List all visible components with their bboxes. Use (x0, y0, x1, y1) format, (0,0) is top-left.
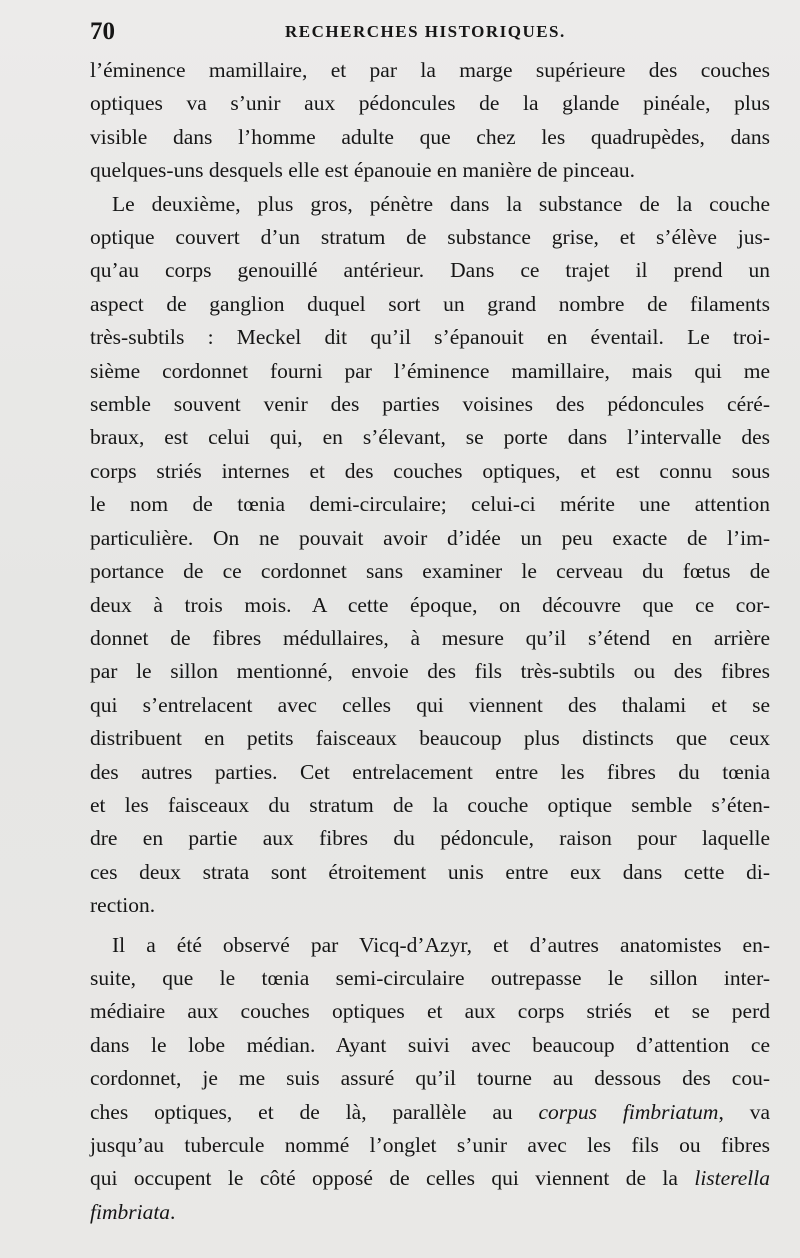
text-line-content: optiques va s’unir aux pédoncules de la glande pinéale, plus (90, 91, 770, 116)
text-line (90, 555, 770, 588)
text-line (90, 1129, 770, 1162)
text-line-content: qui occupent le côté opposé de celles qui viennent de la (90, 1166, 695, 1191)
text-line (90, 822, 770, 855)
text-line-tail: , va (718, 1099, 771, 1124)
text-line-content: qu’au corps genouillé antérieur. Dans ce trajet il prend un (90, 258, 770, 283)
text-line-content: médiaire aux couches optiques et aux corps striés et se perd (90, 999, 770, 1024)
text-line (90, 321, 770, 354)
text-line-content: par le sillon mentionné, envoie des fils très-subtils ou des fibres (90, 659, 770, 684)
text-line (90, 421, 770, 454)
text-line-content: aspect de ganglion duquel sort un grand nombre de filaments (90, 291, 770, 316)
text-line (90, 188, 770, 221)
text-line-content: ches optiques, et de là, parallèle au (90, 1099, 539, 1124)
text-line-content: l’éminence mamillaire, et par la marge supérieure des couches (90, 58, 770, 82)
text-line (90, 889, 770, 922)
text-line (90, 388, 770, 421)
text-line-content: très-subtils : Meckel dit qu’il s’épanouit en éventail. Le troi- (90, 325, 770, 350)
text-line-content: Il a été observé par Vicq-d’Azyr, et d’autres anatomistes en- (112, 932, 770, 957)
text-line (90, 54, 770, 87)
text-line-content: cordonnet, je me suis assuré qu’il tourne au dessous des cou- (90, 1066, 770, 1091)
page-number: 70 (90, 18, 115, 45)
text-line (90, 622, 770, 655)
text-line-content: portance de ce cordonnet sans examiner le cerveau du fœtus de (90, 559, 770, 584)
text-line-content: visible dans l’homme adulte que chez les quadrupèdes, dans (90, 124, 770, 149)
italic-term: fimbriata (90, 1199, 171, 1224)
text-line (90, 1162, 770, 1195)
text-line (90, 1029, 770, 1062)
text-line-content: corps striés internes et des couches optiques, et est connu sous (90, 458, 770, 483)
text-line-content: Le deuxième, plus gros, pénètre dans la substance de la couche (112, 191, 770, 216)
text-line-content: quelques-uns desquels elle est épanouie en manière de pinceau. (90, 158, 636, 183)
text-line (90, 522, 770, 555)
text-line-content: dre en partie aux fibres du pédoncule, raison pour laquelle (90, 826, 770, 851)
text-line (90, 355, 770, 388)
italic-term: corpus fimbriatum (538, 1099, 719, 1124)
page-header (90, 16, 780, 46)
body-text (90, 54, 770, 1229)
text-line (90, 288, 770, 321)
text-line-content: ces deux strata sont étroitement unis entre eux dans cette di- (90, 859, 770, 884)
text-line-content: semble souvent venir des parties voisines des pédoncules céré- (90, 392, 770, 417)
text-line (90, 488, 770, 521)
text-line (90, 455, 770, 488)
text-line (90, 221, 770, 254)
text-line (90, 995, 770, 1028)
text-line (90, 689, 770, 722)
text-line-content: le nom de tœnia demi-circulaire; celui-ci mérite une attention (90, 492, 770, 517)
text-line (90, 589, 770, 622)
text-line-content: particulière. On ne pouvait avoir d’idée un peu exacte de l’im- (90, 525, 770, 550)
text-line-content: qui s’entrelacent avec celles qui viennent des thalami et se (90, 692, 770, 717)
text-line (90, 87, 770, 120)
text-line (90, 1196, 770, 1229)
italic-term: listerella (694, 1166, 770, 1191)
text-line (90, 655, 770, 688)
text-line-content: des autres parties. Cet entrelacement entre les fibres du tœnia (90, 759, 770, 784)
text-line (90, 962, 770, 995)
text-line (90, 722, 770, 755)
text-line-content: suite, que le tœnia semi-circulaire outrepasse le sillon inter- (90, 965, 770, 990)
text-line (90, 121, 770, 154)
text-line (90, 756, 770, 789)
text-line-content: dans le lobe médian. Ayant suivi avec beaucoup d’attention ce (90, 1032, 770, 1057)
text-line-content: optique couvert d’un stratum de substance grise, et s’élève jus- (90, 225, 770, 250)
text-line (90, 254, 770, 287)
text-line-content: et les faisceaux du stratum de la couche optique semble s’éten- (90, 792, 770, 817)
text-line (90, 154, 770, 187)
text-line-content: rection. (90, 893, 156, 918)
text-line (90, 1096, 770, 1129)
text-line (90, 1062, 770, 1095)
text-line-content: sième cordonnet fourni par l’éminence mamillaire, mais qui me (90, 358, 770, 383)
text-line (90, 789, 770, 822)
text-line-content: jusqu’au tubercule nommé l’onglet s’unir avec les fils ou fibres (90, 1133, 770, 1157)
text-line (90, 856, 770, 889)
text-line-content: deux à trois mois. A cette époque, on découvre que ce cor- (90, 592, 770, 617)
text-line (90, 929, 770, 962)
text-line-content: donnet de fibres médullaires, à mesure qu’il s’étend en arrière (90, 625, 770, 650)
running-head: RECHERCHES HISTORIQUES. (285, 22, 566, 41)
text-line-content: braux, est celui qui, en s’élevant, se porte dans l’intervalle des (90, 425, 770, 450)
text-line-content: distribuent en petits faisceaux beaucoup plus distincts que ceux (90, 726, 770, 751)
text-line-tail: . (170, 1199, 176, 1224)
